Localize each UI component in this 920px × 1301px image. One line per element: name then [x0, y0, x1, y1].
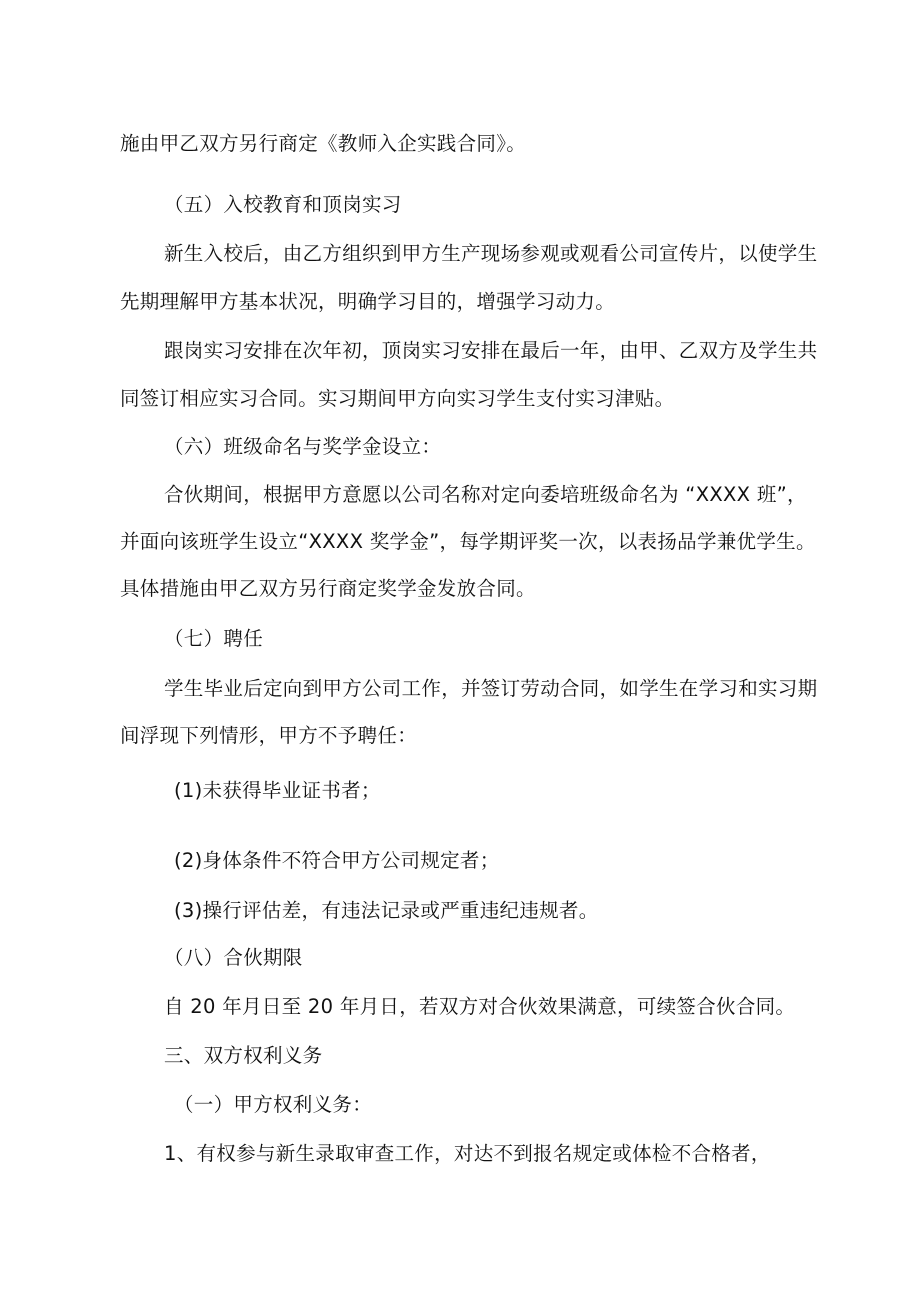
list-item-1: (1)未获得毕业证书者；	[174, 779, 381, 802]
list-item-2: (2)身体条件不符合甲方公司规定者；	[174, 849, 500, 872]
paragraph-line: 新生入校后，由乙方组织到甲方生产现场参观或观看公司宣传片，以使学生	[164, 242, 818, 265]
paragraph-line: 合伙期间，根据甲方意愿以公司名称对定向委培班级命名为 “XXXX 班”，	[164, 483, 807, 506]
paragraph-line: 学生毕业后定向到甲方公司工作，并签订劳动合同，如学生在学习和实习期	[164, 677, 818, 700]
paragraph-line: 1、有权参与新生录取审查工作，对达不到报名规定或体检不合格者，	[164, 1142, 771, 1165]
paragraph-line: 具体措施由甲乙双方另行商定奖学金发放合同。	[120, 577, 536, 600]
paragraph-line: 间浮现下列情形，甲方不予聘任：	[120, 724, 418, 747]
subsection-heading-1: （一）甲方权利义务：	[174, 1093, 373, 1116]
list-item-3: (3)操行评估差，有违法记录或严重违纪违规者。	[174, 899, 599, 922]
chapter-heading-3: 三、双方权利义务	[164, 1044, 323, 1067]
section-heading-5: （五）入校教育和顶岗实习	[164, 193, 402, 216]
section-heading-8: （八）合伙期限	[164, 946, 303, 969]
paragraph-line: 并面向该班学生设立“XXXX 奖学金”，每学期评奖一次，以表扬品学兼优学生。	[120, 530, 816, 553]
paragraph-line: 同签订相应实习合同。实习期间甲方向实习学生支付实习津贴。	[120, 387, 675, 410]
paragraph-line: 跟岗实习安排在次年初，顶岗实习安排在最后一年，由甲、乙双方及学生共	[164, 339, 818, 362]
paragraph-line: 自 20 年月日至 20 年月日，若双方对合伙效果满意，可续签合伙合同。	[164, 995, 796, 1018]
paragraph-line-continuation: 施由甲乙双方另行商定《教师入企实践合同》。	[120, 132, 527, 155]
section-heading-7: （七）聘任	[164, 627, 264, 650]
section-heading-6: （六）班级命名与奖学金设立：	[164, 435, 442, 458]
paragraph-line: 先期理解甲方基本状况，明确学习目的，增强学习动力。	[120, 290, 616, 313]
